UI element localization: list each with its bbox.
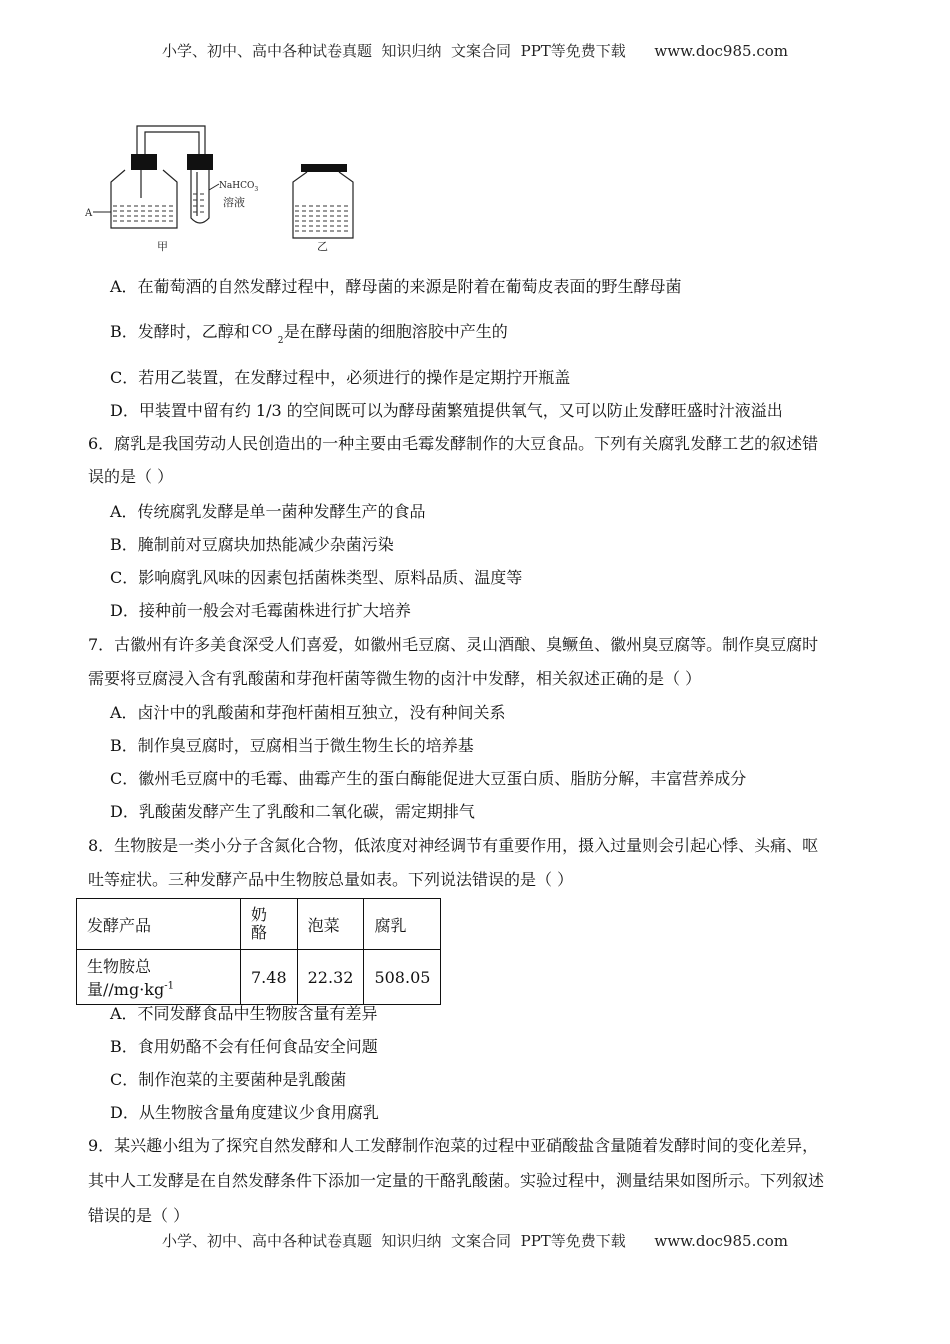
q9-stem-line3: 错误的是（ ）	[88, 1206, 190, 1225]
q7-option-c: C．徽州毛豆腐中的毛霉、曲霉产生的蛋白酶能促进大豆蛋白质、脂肪分解，丰富营养成分	[110, 769, 747, 788]
q8-option-a: A．不同发酵食品中生物胺含量有差异	[110, 1004, 378, 1023]
stopper-right	[187, 154, 213, 170]
value-cell: 7.48	[241, 950, 298, 1005]
q5-option-c: C．若用乙装置，在发酵过程中，必须进行的操作是定期拧开瓶盖	[110, 368, 571, 387]
q5-option-b: B．发酵时，乙醇和 CO 2 是在酵母菌的细胞溶胶中产生的	[110, 322, 508, 346]
q6-option-c: C．影响腐乳风味的因素包括菌株类型、原料品质、温度等	[110, 568, 523, 587]
q6-option-d: D．接种前一般会对毛霉菌株进行扩大培养	[110, 601, 411, 620]
header-cell: 发酵产品	[77, 899, 241, 950]
fermentation-apparatus-figure	[85, 118, 385, 258]
q8-option-d: D．从生物胺含量角度建议少食用腐乳	[110, 1103, 379, 1122]
stopper-left	[131, 154, 157, 170]
header-cell-pickle: 泡菜	[297, 899, 364, 950]
q8-stem-line2: 吐等症状。三种发酵产品中生物胺总量如表。下列说法错误的是（ ）	[88, 870, 574, 889]
reagent-label: NaHCO$_3$	[219, 181, 259, 193]
bottle-cap	[301, 164, 347, 172]
q6-stem-line2: 误的是（ ）	[88, 467, 174, 486]
biogenic-amine-table	[76, 898, 441, 1005]
q6-option-a: A．传统腐乳发酵是单一菌种发酵生产的食品	[110, 502, 426, 521]
value-cell: 508.05	[364, 950, 441, 1005]
header-cell-furu: 腐乳	[364, 899, 441, 950]
q8-stem-line1: 8．生物胺是一类小分子含氮化合物，低浓度对神经调节有重要作用，摄入过量则会引起心悸、头痛、呕	[88, 836, 819, 855]
q5-option-d: D．甲装置中留有约 1/3 的空间既可以为酵母菌繁殖提供氧气，又可以防止发酵旺盛时汁液溢出	[110, 401, 783, 420]
q7-option-b: B．制作臭豆腐时，豆腐相当于微生物生长的培养基	[110, 736, 474, 755]
q9-stem-line2: 其中人工发酵是在自然发酵条件下添加一定量的干酪乳酸菌。实验过程中，测量结果如图所示。下列叙述	[88, 1171, 825, 1190]
q6-option-b: B．腌制前对豆腐块加热能减少杂菌污染	[110, 535, 394, 554]
q8-option-b: B．食用奶酪不会有任何食品安全问题	[110, 1037, 378, 1056]
q9-stem-line1: 9．某兴趣小组为了探究自然发酵和人工发酵制作泡菜的过程中亚硝酸盐含量随着发酵时间的变化差异，	[88, 1136, 819, 1155]
page-header: 小学、初中、高中各种试卷真题 知识归纳 文案合同 PPT等免费下载 www.doc985.com	[161, 42, 788, 60]
q6-stem-line1: 6．腐乳是我国劳动人民创造出的一种主要由毛霉发酵制作的大豆食品。下列有关腐乳发酵工艺的叙述错	[88, 434, 819, 453]
caption-jia: 甲	[157, 240, 168, 253]
header-cell-cheese: 奶 酪	[241, 899, 298, 950]
q5-option-a: A．在葡萄酒的自然发酵过程中，酵母菌的来源是附着在葡萄皮表面的野生酵母菌	[110, 277, 682, 296]
q8-option-c: C．制作泡菜的主要菌种是乳酸菌	[110, 1070, 347, 1089]
caption-yi: 乙	[317, 240, 328, 253]
table-header-row	[77, 899, 441, 950]
value-cell: 22.32	[297, 950, 364, 1005]
q7-option-d: D．乳酸菌发酵产生了乳酸和二氧化碳，需定期排气	[110, 802, 475, 821]
q7-stem-line1: 7．古徽州有许多美食深受人们喜爱，如徽州毛豆腐、灵山酒酿、臭鳜鱼、徽州臭豆腐等。制作臭豆腐时	[88, 635, 819, 654]
reagent-label-2: 溶液	[223, 196, 245, 209]
row-label-cell: 生物胺总量$//mg\cdot kg^{-1}$	[77, 950, 241, 1005]
table-row	[77, 950, 441, 1005]
label-a: A	[85, 208, 93, 219]
q7-option-a: A．卤汁中的乳酸菌和芽孢杆菌相互独立，没有种间关系	[110, 703, 506, 722]
q7-stem-line2: 需要将豆腐浸入含有乳酸菌和芽孢杆菌等微生物的卤汁中发酵，相关叙述正确的是（ ）	[88, 669, 702, 688]
page-footer: 小学、初中、高中各种试卷真题 知识归纳 文案合同 PPT等免费下载 www.doc985.com	[161, 1232, 788, 1250]
